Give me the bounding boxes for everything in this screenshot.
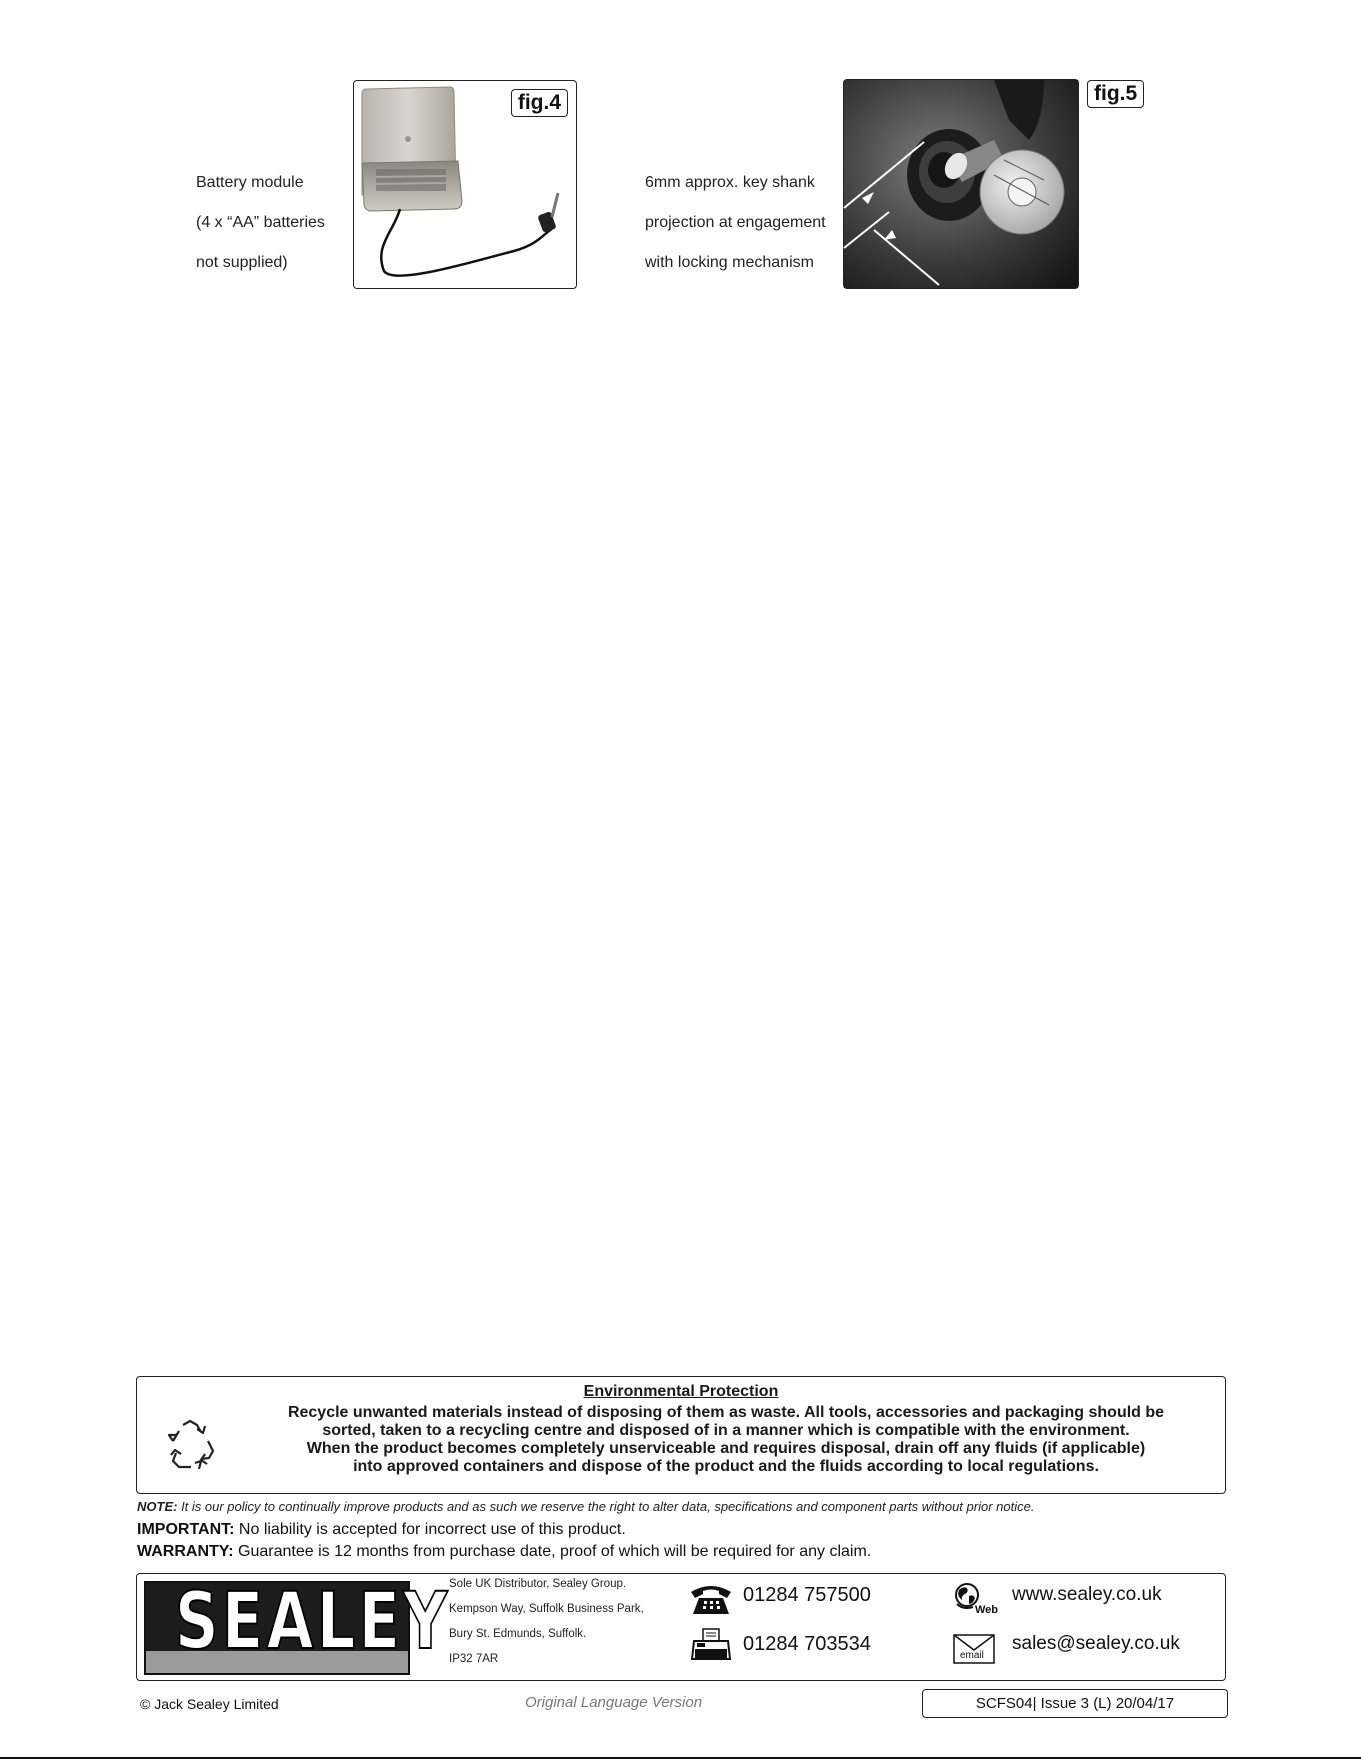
important-label: IMPORTANT:	[137, 1521, 235, 1538]
fax-number[interactable]: 01284 703534	[743, 1633, 871, 1655]
environmental-title: Environmental Protection	[583, 1383, 779, 1400]
environmental-line: When the product becomes completely unserviceable and requires disposal, drain off any fluids (if applicable)	[306, 1440, 1146, 1457]
environmental-line: sorted, taken to a recycling centre and disposed of in a manner which is compatible with the environment.	[322, 1422, 1130, 1439]
fig4-image	[353, 80, 577, 289]
website-link[interactable]: www.sealey.co.uk	[1012, 1584, 1162, 1605]
fig4-caption-line: (4 x “AA” batteries	[196, 214, 325, 231]
language-version: Original Language Version	[525, 1694, 703, 1711]
address-line: IP32 7AR	[449, 1653, 499, 1665]
email-label: email	[960, 1650, 984, 1661]
fig4-caption-line: not supplied)	[196, 254, 288, 271]
warranty-line	[137, 1543, 871, 1561]
fig4-caption-line: Battery module	[196, 174, 304, 191]
fig5-caption-line: with locking mechanism	[645, 254, 814, 271]
fig4-caption	[196, 153, 346, 293]
address-line: Sole UK Distributor, Sealey Group.	[449, 1578, 627, 1590]
key-lock-illustration	[844, 80, 1078, 288]
environmental-protection-box	[136, 1376, 1226, 1494]
telephone-icon	[689, 1582, 733, 1616]
note-text: It is our policy to continually improve products and as such we reserve the right to alter data, specifications and component parts without prior notice.	[177, 1499, 1035, 1514]
address-line: Kempson Way, Suffolk Business Park,	[449, 1603, 644, 1615]
note-label: NOTE:	[137, 1499, 178, 1514]
bottom-rule	[0, 1757, 1361, 1759]
important-text: No liability is accepted for incorrect use of this product.	[234, 1521, 626, 1538]
copyright-text: © Jack Sealey Limited	[140, 1696, 279, 1712]
recycle-icon	[161, 1417, 219, 1473]
fig5-image	[843, 79, 1079, 289]
sealey-logo	[144, 1577, 451, 1675]
distributor-address	[449, 1572, 679, 1672]
environmental-line: Recycle unwanted materials instead of disposing of them as waste. All tools, accessories and packaging should be	[287, 1404, 1165, 1421]
fig5-caption-line: projection at engagement	[645, 214, 826, 231]
fig5-caption	[645, 153, 845, 293]
email-link[interactable]: sales@sealey.co.uk	[1012, 1633, 1180, 1654]
web-label: Web	[975, 1604, 999, 1616]
environmental-text	[257, 1404, 1195, 1476]
warranty-label: WARRANTY:	[137, 1543, 234, 1560]
fig4-label: fig.4	[511, 89, 568, 117]
sealey-logo-text: SEALEY	[174, 1577, 451, 1667]
fig5-label: fig.5	[1087, 80, 1144, 108]
address-line: Bury St. Edmunds, Suffolk.	[449, 1628, 587, 1640]
warranty-text: Guarantee is 12 months from purchase date, proof of which will be required for any claim.	[233, 1543, 872, 1560]
note-line	[137, 1499, 1237, 1514]
fax-icon	[691, 1627, 731, 1663]
fig5-caption-line: 6mm approx. key shank	[645, 174, 815, 191]
contact-box	[136, 1573, 1226, 1681]
important-line	[137, 1521, 626, 1539]
environmental-line: into approved containers and dispose of the product and the fluids according to local regulations.	[353, 1458, 1099, 1475]
phone-number[interactable]: 01284 757500	[743, 1584, 871, 1606]
issue-box: SCFS04| Issue 3 (L) 20/04/17	[922, 1689, 1228, 1718]
